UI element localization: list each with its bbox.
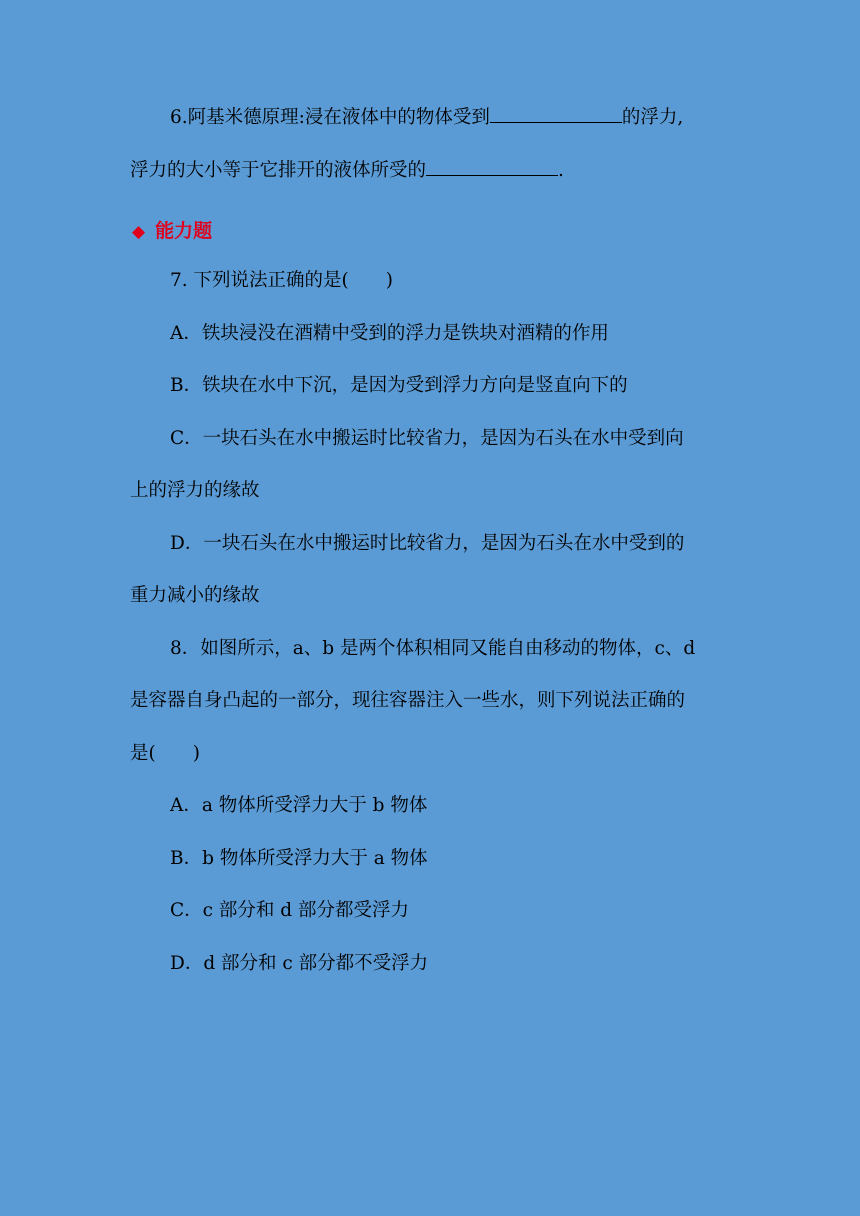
q8-stem-line-2: 是容器自身凸起的一部分，现往容器注入一些水，则下列说法正确的 [130,690,686,711]
section-heading [132,218,212,245]
section-title: 能力题 [155,220,213,242]
q7-stem: 7. 下列说法正确的是( ) [170,270,393,291]
q8-stem-line-1: 8．如图所示，a、b 是两个体积相同又能自由移动的物体，c、d [170,638,696,659]
q7-option-d-line-1: D．一块石头在水中搬运时比较省力，是因为石头在水中受到的 [170,533,685,554]
q8-option-d: D．d 部分和 c 部分都不受浮力 [170,953,429,974]
q7-option-b: B．铁块在水中下沉，是因为受到浮力方向是竖直向下的 [170,375,628,396]
q7-option-c-line-1: C．一块石头在水中搬运时比较省力，是因为石头在水中受到向 [170,428,684,449]
q7-option-a: A．铁块浸没在酒精中受到的浮力是铁块对酒精的作用 [170,323,609,344]
diamond-icon: ◆ [132,222,146,242]
q6-text-4: . [558,160,564,181]
q6-blank-1 [490,104,622,123]
q6-text-2: 的浮力, [621,107,684,128]
q8-option-a: A．a 物体所受浮力大于 b 物体 [170,795,428,816]
q6-text-3: 浮力的大小等于它排开的液体所受的 [130,160,427,181]
q8-stem-line-3: 是( ) [130,743,200,764]
q6-line-1 [170,104,683,131]
q6-line-2 [130,157,564,184]
q8-option-c: C．c 部分和 d 部分都受浮力 [170,900,410,921]
q6-text-1: 6.阿基米德原理:浸在液体中的物体受到 [170,107,490,128]
q6-blank-2 [426,157,558,176]
q8-option-b: B．b 物体所受浮力大于 a 物体 [170,848,428,869]
q7-option-d-line-2: 重力减小的缘故 [130,585,260,606]
q7-option-c-line-2: 上的浮力的缘故 [130,480,260,501]
